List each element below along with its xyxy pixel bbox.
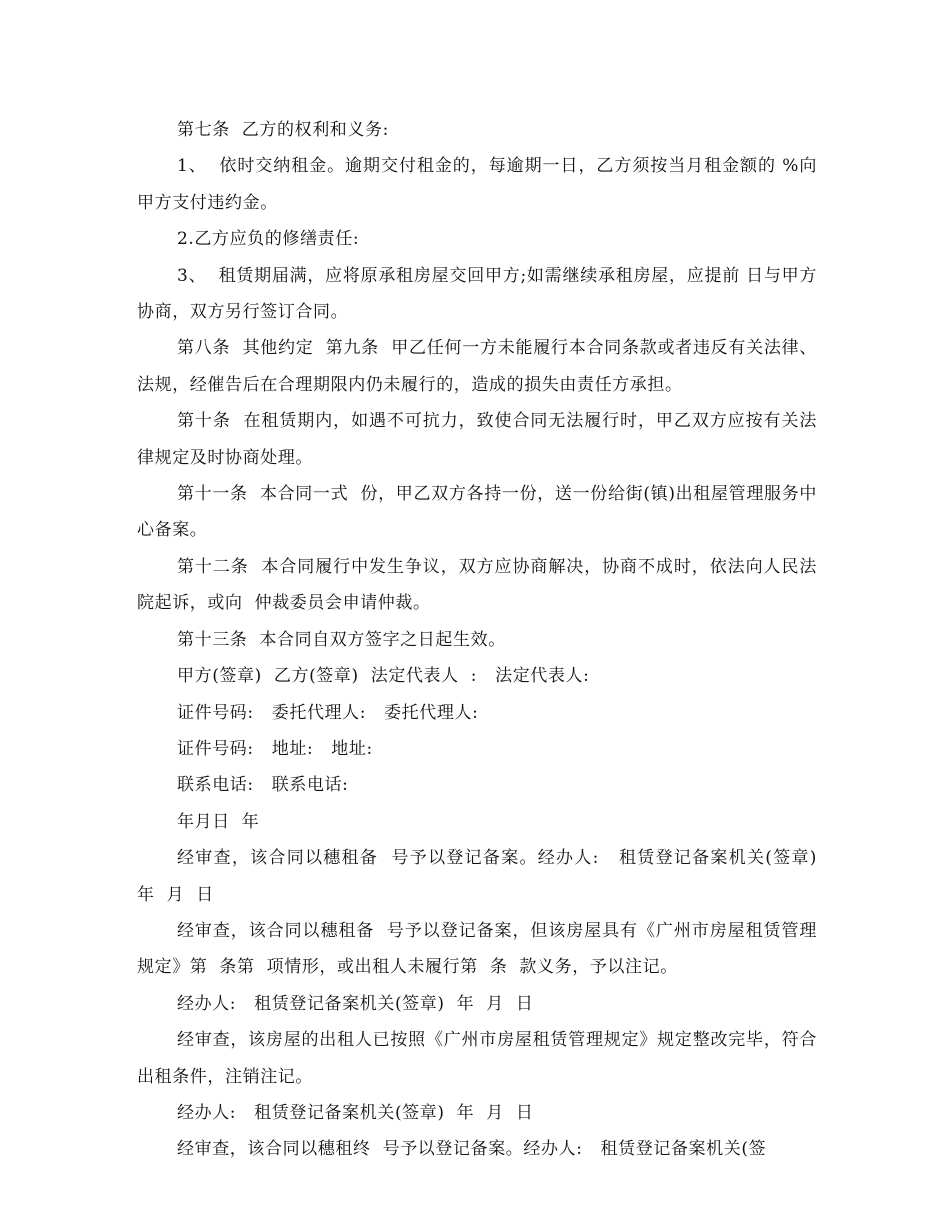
paragraph: 经审查，该合同以穗租备 号予以登记备案，但该房屋具有《广州市房屋租赁管理规定》第 条第 项情形，或出租人未履行第 条 款义务，予以注记。 <box>137 920 817 978</box>
document-body <box>137 112 830 1168</box>
paragraph: 证件号码: 委托代理人: 委托代理人: <box>177 702 479 723</box>
paragraph: 第十一条 本合同一式 份，甲乙双方各持一份，送一份给街(镇)出租屋管理服务中心备案。 <box>137 484 817 541</box>
paragraph: 甲方(签章) 乙方(签章) 法定代表人 : 法定代表人: <box>177 666 590 687</box>
paragraph: 第十二条 本合同履行中发生争议，双方应协商解决，协商不成时，依法向人民法院起诉，或向 仲裁委员会申请仲裁。 <box>137 556 817 614</box>
paragraph: 第八条 其他约定 第九条 甲乙任何一方未能履行本合同条款或者违反有关法律、法规，经催告后在合理期限内仍未履行的，造成的损失由责任方承担。 <box>137 338 817 395</box>
paragraph: 经办人: 租赁登记备案机关(签章) 年 月 日 <box>177 993 534 1014</box>
paragraph: 第十三条 本合同自双方签字之日起生效。 <box>177 629 506 650</box>
paragraph: 1、 依时交纳租金。逾期交付租金的，每逾期一日，乙方须按当月租金额的 %向甲方支付违约金。 <box>137 156 817 213</box>
paragraph: 证件号码: 地址: 地址: <box>177 738 373 759</box>
paragraph: 经办人: 租赁登记备案机关(签章) 年 月 日 <box>177 1102 534 1123</box>
paragraph: 第七条 乙方的权利和义务: <box>177 120 389 140</box>
paragraph: 年月日 年 <box>177 811 260 832</box>
paragraph: 2.乙方应负的修缮责任: <box>177 229 360 250</box>
paragraph: 联系电话: 联系电话: <box>177 775 349 796</box>
paragraph: 经审查，该房屋的出租人已按照《广州市房屋租赁管理规定》规定整改完毕，符合出租条件，注销注记。 <box>137 1030 817 1087</box>
paragraph: 经审查，该合同以穗租备 号予以登记备案。经办人: 租赁登记备案机关(签章) 年 月 日 <box>137 848 830 905</box>
paragraph: 第十条 在租赁期内，如遇不可抗力，致使合同无法履行时，甲乙双方应按有关法律规定及时协商处理。 <box>137 411 817 468</box>
paragraph: 3、 租赁期届满，应将原承租房屋交回甲方;如需继续承租房屋，应提前 日与甲方协商，双方另行签订合同。 <box>137 265 817 323</box>
paragraph: 经审查，该合同以穗租终 号予以登记备案。经办人: 租赁登记备案机关(签 <box>177 1139 767 1160</box>
